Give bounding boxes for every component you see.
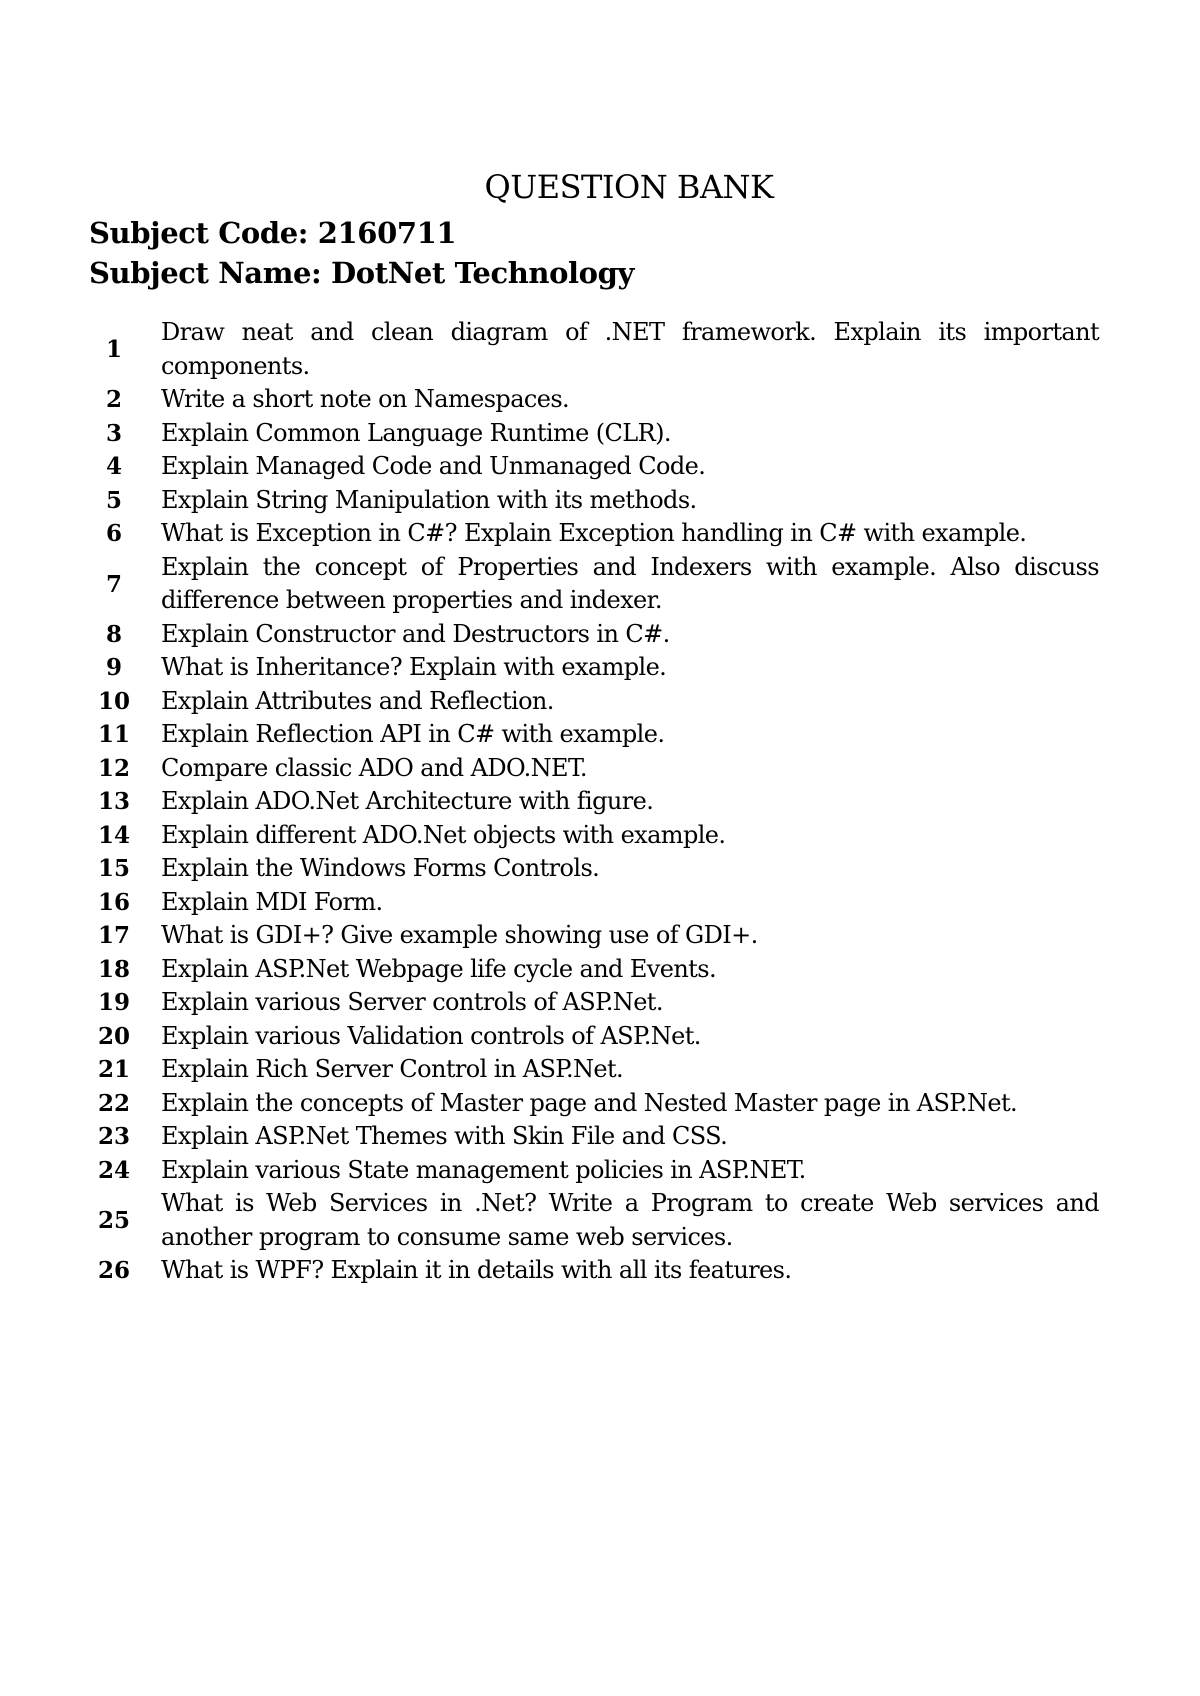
question-item <box>89 551 1099 618</box>
question-text: What is Exception in C#? Explain Exception handling in C# with example. <box>161 519 1027 547</box>
question-item <box>89 986 1099 1020</box>
question-item <box>89 316 1099 383</box>
question-item <box>89 886 1099 920</box>
question-item <box>89 1120 1099 1154</box>
question-number: 14 <box>97 821 130 849</box>
question-text: Explain various Server controls of ASP.Net. <box>161 988 663 1016</box>
question-text: Explain the concepts of Master page and Nested Master page in ASP.Net. <box>161 1088 1018 1117</box>
question-text: What is WPF? Explain it in details with all its features. <box>161 1256 792 1284</box>
question-text: Explain ADO.Net Architecture with figure. <box>161 787 654 815</box>
question-item <box>89 785 1099 819</box>
question-item <box>89 953 1099 987</box>
question-text: Explain Rich Server Control in ASP.Net. <box>161 1055 624 1083</box>
question-text: Explain Common Language Runtime (CLR). <box>161 418 671 447</box>
question-text: Explain ASP.Net Themes with Skin File and CSS. <box>161 1122 728 1150</box>
question-item <box>89 1020 1099 1054</box>
question-number: 20 <box>97 1022 130 1050</box>
question-text: Compare classic ADO and ADO.NET. <box>161 753 587 782</box>
question-item <box>89 852 1099 886</box>
question-number: 18 <box>97 955 130 983</box>
question-text: Explain various Validation controls of ASP.Net. <box>161 1021 701 1050</box>
question-number: 25 <box>97 1207 130 1234</box>
question-number: 21 <box>97 1056 130 1084</box>
question-text: Explain MDI Form. <box>161 887 383 916</box>
question-text: Explain the Windows Forms Controls. <box>161 854 600 882</box>
question-number: 13 <box>97 788 130 816</box>
question-item <box>89 1053 1099 1087</box>
subject-code: Subject Code: 2160711 <box>89 216 457 250</box>
question-number: 9 <box>105 654 122 682</box>
question-number: 8 <box>105 620 122 648</box>
question-item <box>89 1087 1099 1121</box>
question-text: What is Web Services in .Net? Write a Program to create Web services and another program to consume same web services. <box>161 1189 1099 1251</box>
question-number: 22 <box>97 1089 130 1117</box>
question-item <box>89 1187 1099 1254</box>
question-item <box>89 417 1099 451</box>
question-number: 4 <box>105 453 122 481</box>
subject-name: Subject Name: DotNet Technology <box>89 256 634 290</box>
question-text: Write a short note on Namespaces. <box>161 385 570 413</box>
question-text: Explain Reflection API in C# with example. <box>161 720 665 748</box>
question-text: What is GDI+? Give example showing use of GDI+. <box>161 921 758 949</box>
question-number: 12 <box>97 754 130 782</box>
question-number: 19 <box>97 989 130 1017</box>
question-number: 24 <box>97 1156 130 1184</box>
question-text: Explain different ADO.Net objects with example. <box>161 820 726 849</box>
question-number: 23 <box>97 1123 130 1151</box>
question-item <box>89 450 1099 484</box>
question-number: 17 <box>97 922 130 950</box>
question-number: 6 <box>105 520 122 548</box>
question-list <box>89 316 1099 1288</box>
question-number: 26 <box>97 1257 130 1285</box>
question-text: What is Inheritance? Explain with example. <box>161 653 667 681</box>
question-item <box>89 484 1099 518</box>
question-text: Explain various State management policies in ASP.NET. <box>161 1155 806 1184</box>
question-item <box>89 685 1099 719</box>
question-number: 11 <box>97 721 130 749</box>
question-number: 7 <box>105 570 122 598</box>
question-number: 15 <box>97 855 130 883</box>
question-item <box>89 618 1099 652</box>
question-number: 2 <box>105 386 122 414</box>
question-text: Draw neat and clean diagram of .NET framework. Explain its important components. <box>161 318 1099 380</box>
question-number: 5 <box>105 486 122 514</box>
question-item <box>89 651 1099 685</box>
question-item <box>89 517 1099 551</box>
question-item <box>89 1154 1099 1188</box>
question-item <box>89 819 1099 853</box>
question-item <box>89 752 1099 786</box>
question-text: Explain String Manipulation with its methods. <box>161 485 697 514</box>
question-item <box>89 1254 1099 1288</box>
question-number: 3 <box>105 419 122 447</box>
question-number: 10 <box>97 687 130 715</box>
question-item <box>89 718 1099 752</box>
question-text: Explain Attributes and Reflection. <box>161 686 554 715</box>
question-item <box>89 383 1099 417</box>
question-text: Explain the concept of Properties and Indexers with example. Also discuss difference between properties and indexer. <box>161 552 1099 614</box>
question-number: 1 <box>105 336 122 363</box>
document-title: QUESTION BANK <box>484 168 774 206</box>
question-item <box>89 919 1099 953</box>
question-text: Explain Managed Code and Unmanaged Code. <box>161 452 706 480</box>
question-number: 16 <box>97 888 130 916</box>
question-text: Explain ASP.Net Webpage life cycle and Events. <box>161 954 716 983</box>
question-text: Explain Constructor and Destructors in C#. <box>161 619 670 648</box>
